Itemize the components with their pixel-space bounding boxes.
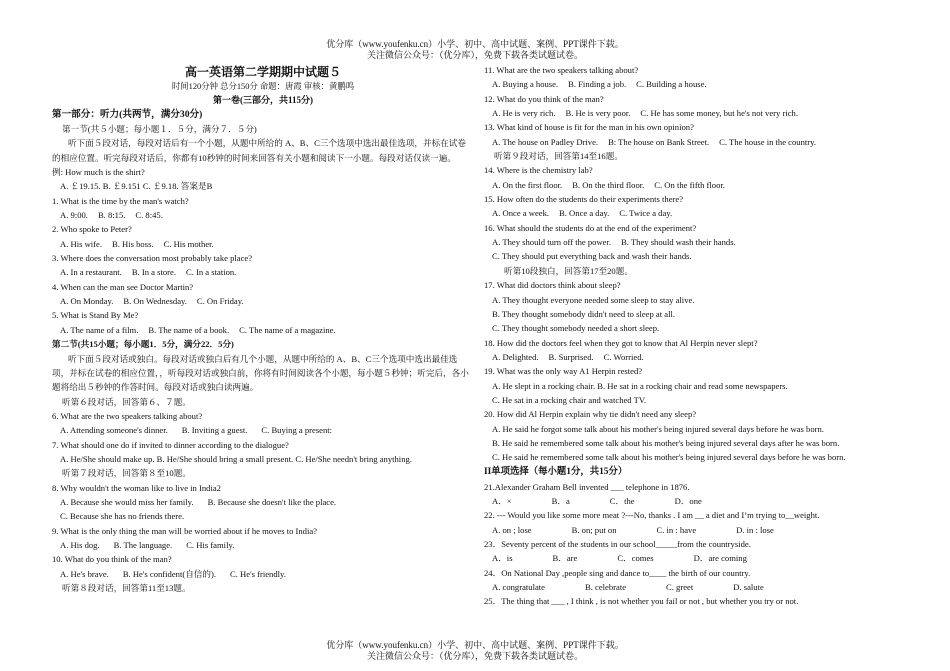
option: C. greet: [666, 582, 694, 593]
question-text: 1. What is the time by the man's watch?: [52, 195, 189, 206]
options-row: [52, 538, 474, 552]
question-text: 20. How did Al Herpin explain why tie didn't need any sleep?: [484, 409, 697, 420]
question-text: 8. Why wouldn't the woman like to live in India2: [52, 482, 221, 493]
options-row: [484, 106, 924, 120]
options-row: C. They thought somebody needed a short sleep.: [492, 323, 660, 334]
options-row: A. He slept in a rocking chair. B. He sat in a rocking chair and read some newspapers.: [492, 380, 788, 391]
options-row: [484, 235, 924, 249]
question-text: 9. What is the only thing the man will be worried about if he moves to India?: [52, 525, 317, 536]
option: B. 8:15.: [97, 210, 126, 221]
grammar-questions: [484, 480, 924, 609]
part2-heading: II单项选择（每小题1分，共15分）: [484, 466, 628, 477]
option: A. 9:00.: [60, 210, 88, 221]
question-text: 17. What did doctors think about sleep?: [484, 280, 621, 291]
option: A. The name of a film.: [60, 324, 139, 335]
option: A. Once a week.: [492, 208, 550, 219]
option: A. They should turn off the power.: [492, 237, 612, 248]
options-row: [52, 452, 474, 466]
option: B. On the third floor.: [572, 179, 645, 190]
question-text: 24．On National Day ,people sing and dance to____ the birth of our country.: [484, 567, 751, 578]
option: C. 8:45.: [135, 210, 163, 221]
option: C. Worried.: [603, 351, 644, 362]
option: C. Twice a day.: [619, 208, 673, 219]
options-row: C. He sat in a rocking chair and watched TV.: [492, 394, 647, 405]
page-footer: [0, 640, 950, 662]
option: C. Buying a present:: [261, 425, 333, 436]
section2-heading: 第二节(共15小题；每小题1．5分，满分22．5分): [52, 339, 234, 350]
option: C. His mother.: [163, 238, 214, 249]
questions-8-10: [52, 481, 474, 581]
option: A. His dog.: [60, 539, 100, 550]
options-row: [484, 551, 924, 565]
question-text: 3. Where does the conversation most probably take place?: [52, 253, 253, 264]
question-text: 18. How did the doctors feel when they got to know that Al Herpin never slept?: [484, 337, 758, 348]
options-row: [484, 523, 924, 537]
option: A. Attending someone's dinner.: [60, 425, 168, 436]
questions-1-5: [52, 194, 474, 337]
option: A．×: [492, 495, 512, 506]
option: A. On Monday.: [60, 296, 114, 307]
option: B. On Wednesday.: [123, 296, 187, 307]
question-text: 4. When can the man see Doctor Martin?: [52, 281, 194, 292]
question-text: 15. How often do the students do their experiments there?: [484, 194, 684, 205]
listen-note-7: 听第７段对话，回答第８至10题。: [62, 468, 191, 479]
question-text: 5. What is Stand By Me?: [52, 310, 139, 321]
options-row: [484, 350, 924, 364]
option: A. on ; lose: [492, 524, 532, 535]
option: C. On Friday.: [196, 296, 244, 307]
option: A．is: [492, 553, 513, 564]
option: B．are: [552, 553, 578, 564]
options-row: [52, 423, 474, 437]
example-question: 例: How much is the shirt?: [52, 167, 145, 178]
option: C. He's friendly.: [230, 568, 286, 579]
option: C. Building a house.: [636, 79, 707, 90]
volume-heading: 第一卷(三部分，共115分): [213, 95, 313, 105]
options-row: [52, 237, 474, 251]
options-row: [484, 580, 924, 594]
option: C. He has some money, but he's not very rich.: [640, 108, 798, 119]
options-row: [52, 567, 474, 581]
question-text: 25．The thing that ___ , I think , is not whether you fail or not , but whether you try or not.: [484, 596, 799, 607]
listen-note-10: 听第10段独白，回答第17至20题。: [504, 265, 633, 276]
question-text: 11. What are the two speakers talking about?: [484, 65, 639, 75]
option: C. On the fifth floor.: [654, 179, 725, 190]
page-header: [0, 39, 950, 61]
header-line-1: 优分库（www.youfenku.cn）小学、初中、高中试题、案例、PPT课件下载。: [326, 39, 624, 49]
options-row: [52, 265, 474, 279]
question-text: 10. What do you think of the man?: [52, 554, 172, 565]
right-column: [484, 63, 924, 609]
options-row: [52, 208, 474, 222]
option: B. Finding a job.: [568, 79, 627, 90]
option: B．a: [551, 495, 570, 506]
options-row: C. They should put everything back and wash their hands.: [492, 251, 692, 262]
options-row: A. They thought everyone needed some sleep to stay alive.: [492, 294, 695, 305]
option: D．one: [674, 495, 702, 506]
option: B. The language.: [113, 539, 173, 550]
options-row: [52, 495, 474, 509]
option: B. He's confident(自信的).: [122, 568, 217, 579]
option: B. His boss.: [112, 238, 154, 249]
option: B. Because she doesn't like the place.: [207, 496, 337, 507]
options-row: [484, 178, 924, 192]
questions-11-13: [484, 63, 924, 149]
option: C．the: [609, 495, 635, 506]
question-text: 14. Where is the chemistry lab?: [484, 165, 593, 176]
options-row: B. They thought somebody didn't need to sleep at all.: [492, 308, 676, 319]
listen-note-9: 听第９段对话，回答第14至16题。: [494, 151, 623, 162]
section2-instructions: 听下面５段对话或独白。每段对话或独白后有几个小题，从题中所给的 A、B、C三个选项中选出最佳选项，并标在试卷的相应位置，，听每段对话或独白前，你将有时间阅读各个小题，每小题５秒钟；听完后，各小题将给出５秒钟的作答时间。每段对话或独白读两遍。: [52, 353, 469, 393]
question-text: 21.Alexander Graham Bell invented ___ telephone in 1876.: [484, 481, 690, 492]
options-row: [484, 206, 924, 220]
option: C. in : have: [656, 524, 697, 535]
exam-title: 高一英语第二学期期中试题５: [184, 65, 341, 79]
option: A. congratulate: [492, 582, 545, 593]
header-line-2: 关注微信公众号：（优分库），免费下载各类试题试卷。: [366, 50, 583, 60]
option: D. salute: [733, 582, 764, 593]
left-column: [52, 64, 474, 595]
option: A. In a restaurant.: [60, 267, 122, 278]
options-row: [52, 294, 474, 308]
option: B. on; put on: [571, 524, 617, 535]
option: A. Because she would miss her family.: [60, 496, 194, 507]
question-text: 2. Who spoke to Peter?: [52, 224, 132, 235]
example-answer: A. ￡19.15. B. ￡9.151 C. ￡9.18. 答案是B: [60, 181, 213, 192]
question-text: 12. What do you think of the man?: [484, 93, 604, 104]
question-text: 6. What are the two speakers talking about?: [52, 410, 203, 421]
option: B. Once a day.: [559, 208, 610, 219]
option: A. On the first floor.: [492, 179, 563, 190]
option: C. The house in the country.: [719, 136, 817, 147]
question-text: 16. What should the students do at the end of the experiment?: [484, 222, 697, 233]
option: B: The house on Bank Street.: [608, 136, 710, 147]
options-row: C. Because she has no friends there.: [60, 511, 185, 522]
question-text: 23．Seventy percent of the students in our school_____from the countryside.: [484, 539, 751, 549]
questions-6-7: [52, 409, 474, 466]
footer-line-1: 优分库（www.youfenku.cn）小学、初中、高中试题、案例、PPT课件下载。: [326, 640, 624, 650]
option: B. Inviting a guest.: [181, 425, 248, 436]
options-row: [484, 135, 924, 149]
part1-heading: 第一部分：听力(共两节，满分30分): [52, 109, 203, 120]
options-row: B. He said he remembered some talk about his mother's being injured several days after he was born.: [492, 437, 840, 448]
question-text: 13. What kind of house is fit for the man in his own opinion?: [484, 122, 694, 133]
options-row: [484, 494, 924, 508]
option: C. His family.: [186, 539, 235, 550]
footer-line-2: 关注微信公众号：（优分库），免费下载各类试题试卷。: [366, 651, 583, 661]
section1-heading: 第一节(共５小题；每小题１．５分，满分７．５分): [62, 124, 257, 134]
section1-instructions: 听下面５段对话，每段对话后有一个小题，从题中所给的 A、B、C三个选项中选出最佳选项，并标在试卷的相应位置。听完每段对话后，你都有10秒钟的时间来回答有关小题和阅读下一小题。每段对话仅读一遍。: [52, 138, 466, 163]
option: B. The name of a book.: [148, 324, 230, 335]
option: A. His wife.: [60, 238, 103, 249]
exam-meta: 时间120分钟 总分150分 命题：唐霞 审核：黄鹏鸣: [171, 82, 355, 91]
option: A. He is very rich.: [492, 108, 556, 119]
options-row: [52, 323, 474, 337]
option: A. The house on Padley Drive.: [492, 136, 599, 147]
option: C．comes: [617, 553, 654, 564]
options-row: C. He said he remembered some talk about his mother's being injured several days before he was born.: [492, 452, 846, 463]
listen-note-8: 听第８段对话，回答第11至13题。: [62, 583, 191, 593]
option: D．are coming: [693, 553, 747, 564]
questions-17-20: [484, 278, 924, 464]
option: B. He is very poor.: [565, 108, 631, 119]
option: B. celebrate: [584, 582, 627, 593]
question-text: 22. --- Would you like some more meat ?---No, thanks . I am __ a diet and I’m trying to__weight.: [484, 510, 820, 521]
listen-note-6: 听第６段对话，回答第６、７题。: [62, 396, 191, 407]
questions-14-16: [484, 163, 924, 263]
option: C. The name of a magazine.: [239, 324, 336, 335]
option: B. Surprised.: [548, 351, 594, 362]
question-text: 7. What should one do if invited to dinner according to the dialogue?: [52, 439, 289, 450]
option: B. In a store.: [131, 267, 176, 278]
option: A. He/She should make up. B. He/She should bring a small present. C. He/She needn't bring anything.: [60, 453, 412, 464]
option: A. He's brave.: [60, 568, 109, 579]
options-row: A. He said he forgot some talk about his mother's being injured several days before he was born.: [492, 423, 824, 434]
option: C. In a station.: [185, 267, 237, 278]
option: A. Delighted.: [492, 351, 539, 362]
option: D. in : lose: [736, 524, 774, 535]
option: A. Buying a house.: [492, 79, 559, 90]
option: B. They should wash their hands.: [621, 237, 736, 248]
question-text: 19. What was the only way A1 Herpin rested?: [484, 366, 643, 377]
options-row: [484, 77, 924, 91]
